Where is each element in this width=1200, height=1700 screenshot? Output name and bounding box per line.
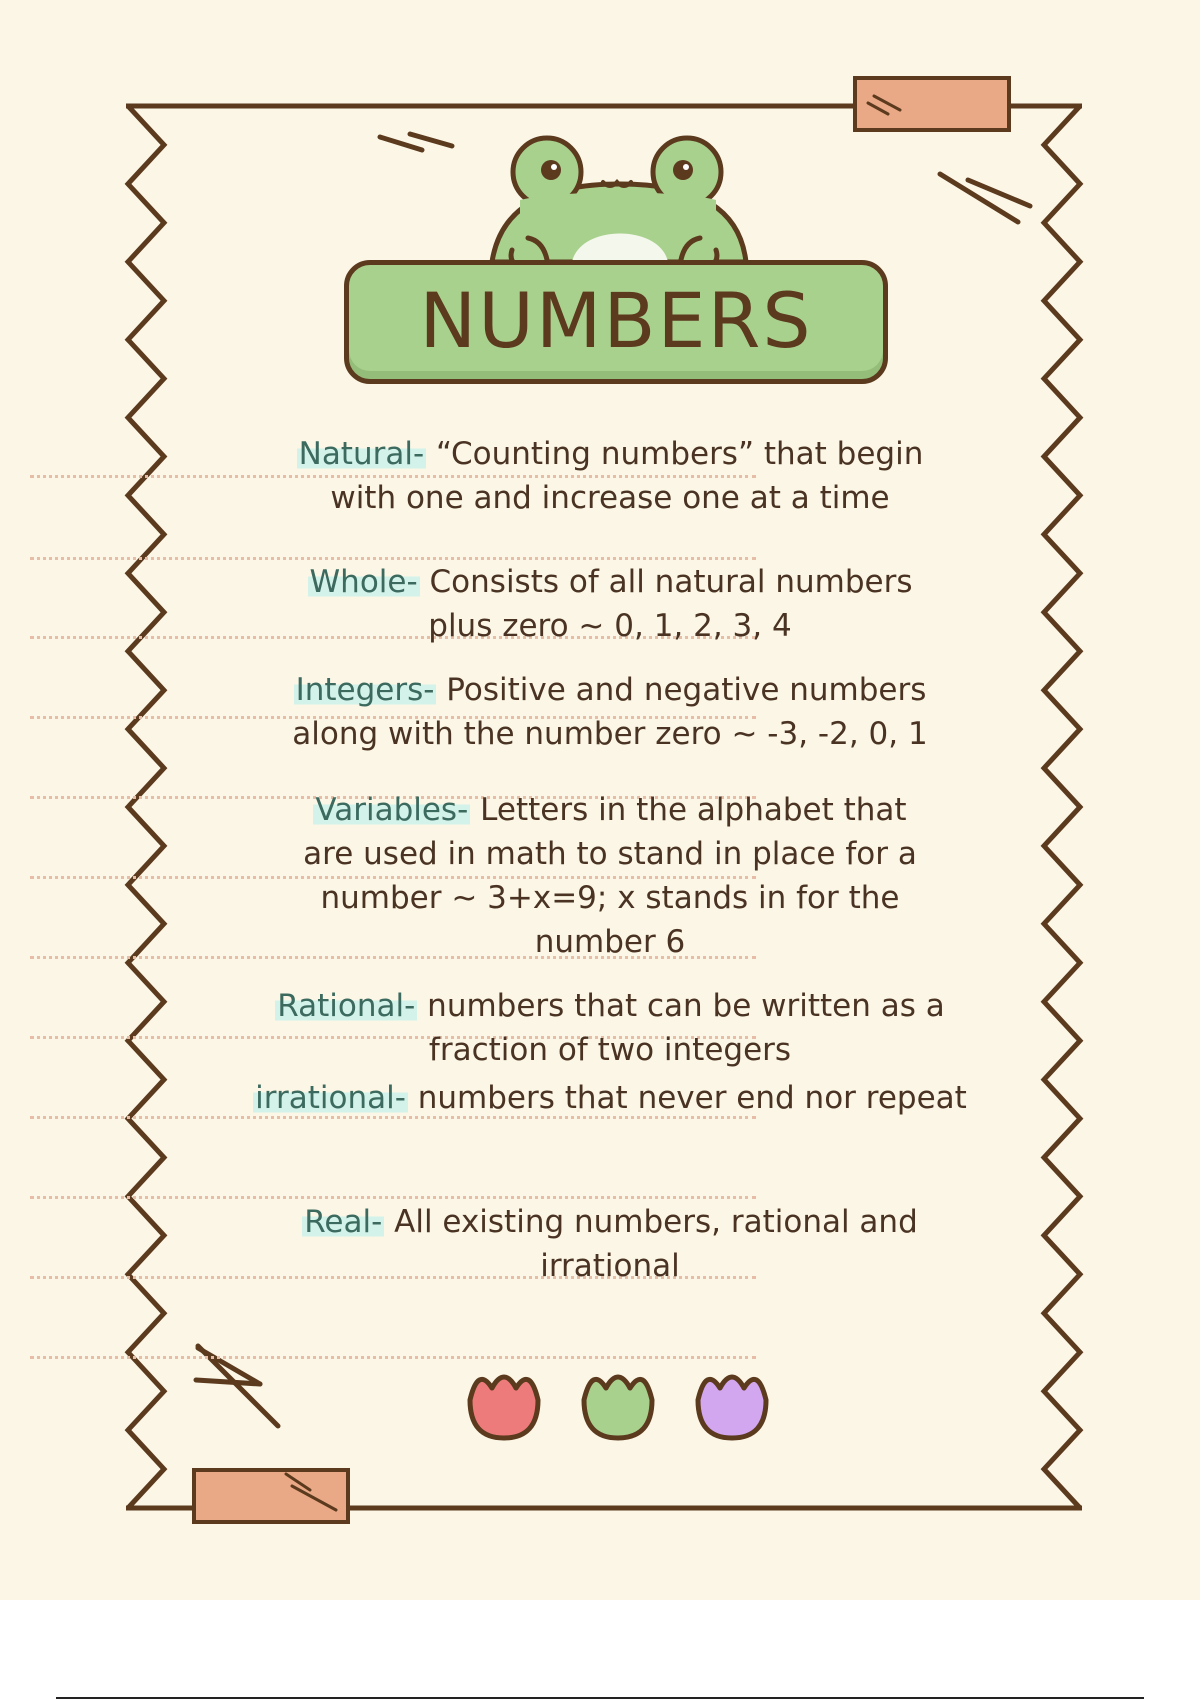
definition-text: are used in math to stand in place for a — [303, 836, 917, 872]
definition-text: Consists of all natural numbers — [429, 564, 913, 600]
term-label: irrational- — [255, 1080, 406, 1116]
title-banner — [344, 260, 888, 384]
definition-text: with one and increase one at a time — [330, 480, 890, 516]
definitions-list — [230, 420, 990, 1288]
tulip-icon-red — [470, 1377, 538, 1438]
term-label: Integers- — [295, 672, 435, 708]
definition-text: number 6 — [534, 924, 686, 960]
definition-rational — [230, 984, 990, 1072]
definition-variables — [230, 788, 990, 964]
term-label: Natural- — [298, 436, 425, 472]
definition-text: along with the number zero ~ -3, -2, 0, 1 — [292, 716, 928, 752]
definition-text: plus zero ~ 0, 1, 2, 3, 4 — [428, 608, 792, 644]
term-label: Whole- — [309, 564, 418, 600]
definition-text: numbers that never end nor repeat — [417, 1080, 967, 1116]
zigzag-right-edge — [1044, 106, 1080, 1508]
definition-text: number ~ 3+x=9; x stands in for the — [320, 880, 900, 916]
page-title: NUMBERS — [419, 275, 813, 365]
definition-text: Letters in the alphabet that — [480, 792, 907, 828]
definition-integers — [230, 668, 990, 756]
term-label: Real- — [304, 1204, 383, 1240]
definition-text: irrational — [540, 1248, 680, 1284]
definition-natural — [230, 432, 990, 520]
tulip-icon-green — [584, 1377, 652, 1438]
tape-top-right — [855, 78, 1009, 130]
zigzag-left-edge — [128, 106, 164, 1508]
dotted-guide — [30, 1356, 756, 1359]
definition-real — [230, 1200, 990, 1288]
term-label: Rational- — [277, 988, 416, 1024]
frog-icon — [492, 138, 746, 270]
definition-text: “Counting numbers” that begin — [436, 436, 924, 472]
tulip-icon-purple — [698, 1377, 766, 1438]
footer-rule — [56, 1697, 1144, 1699]
definition-text: numbers that can be written as a — [427, 988, 945, 1024]
tape-bottom-left — [194, 1470, 348, 1522]
term-label: Variables- — [315, 792, 469, 828]
definition-text: All existing numbers, rational and — [394, 1204, 918, 1240]
definition-text: fraction of two integers — [428, 1032, 792, 1068]
definition-text: Positive and negative numbers — [446, 672, 927, 708]
definition-irrational — [230, 1076, 990, 1120]
definition-whole — [230, 560, 990, 648]
